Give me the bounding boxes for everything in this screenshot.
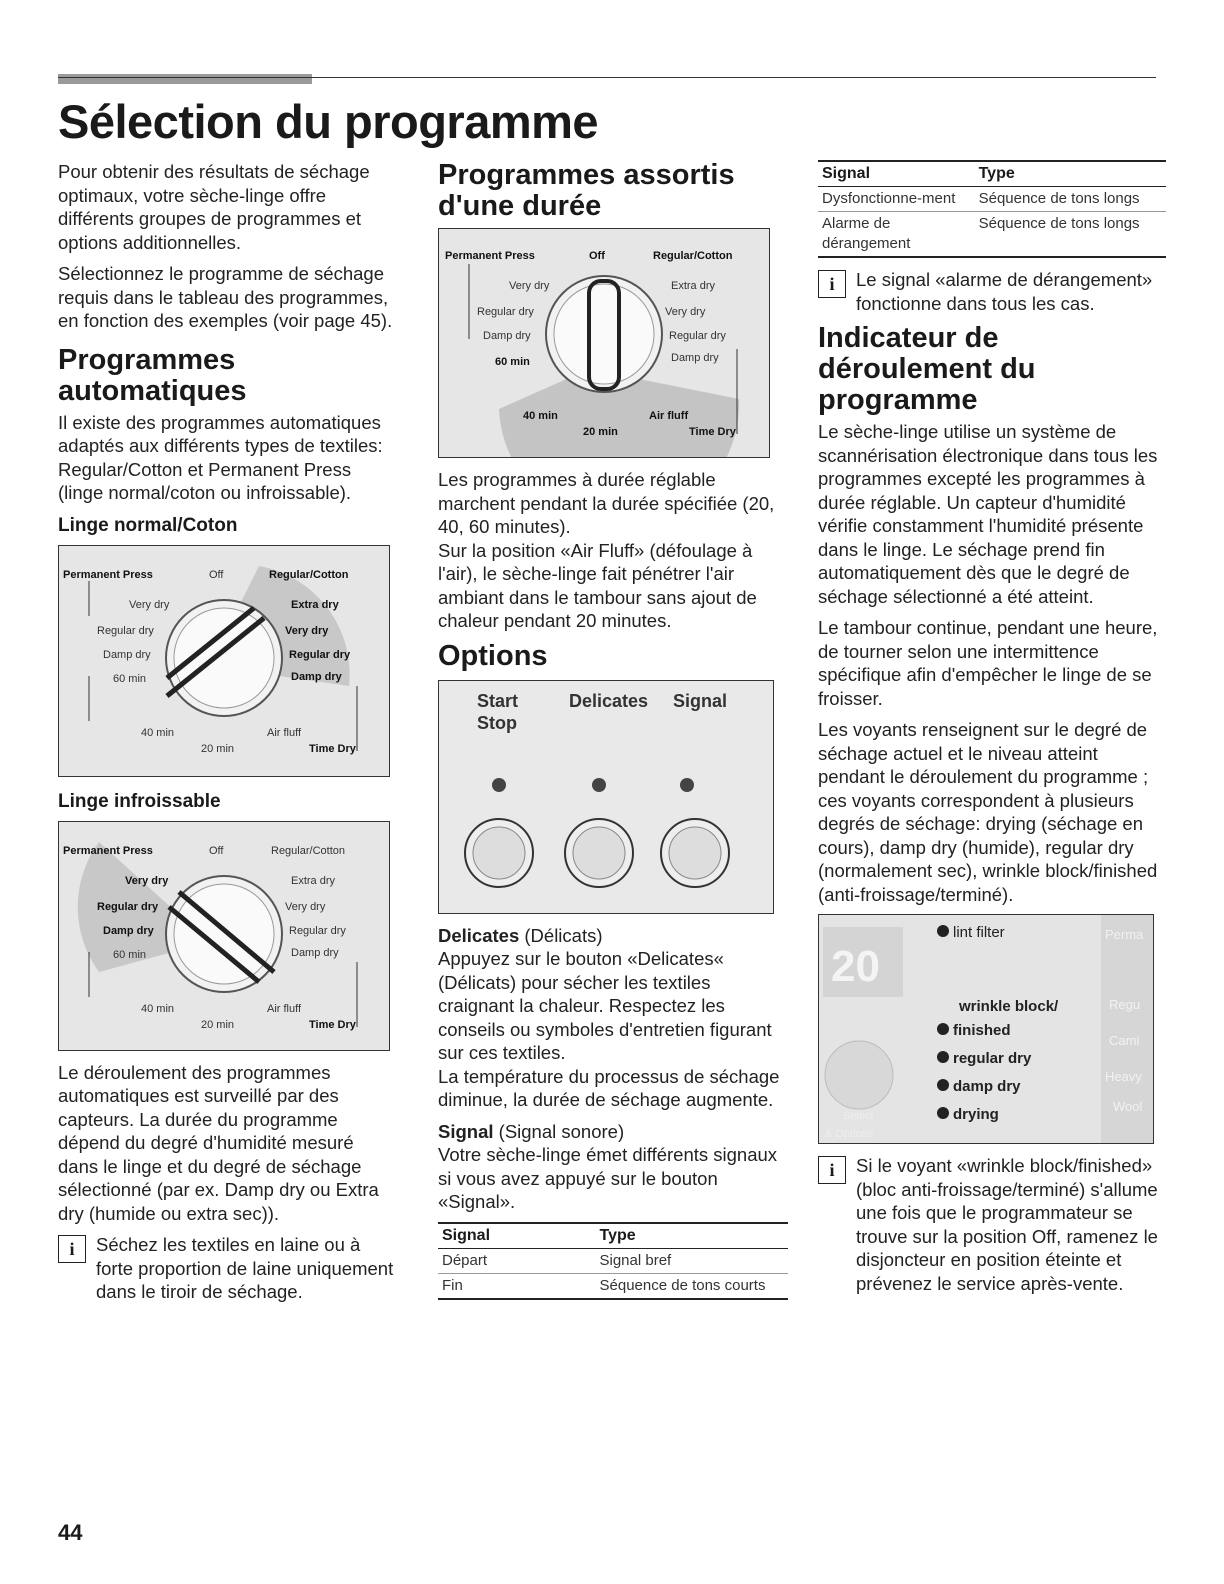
dial3-label-extra-dry: Extra dry (671, 280, 716, 292)
dial3-label-permanent-press: Permanent Press (445, 250, 535, 262)
regular-dry-led (937, 1051, 949, 1063)
options-panel-svg (439, 681, 773, 913)
dial-label-40-min: 40 min (141, 726, 175, 739)
dial-label-regular-dry: Regular dry (97, 624, 154, 637)
dial2-label-40-min: 40 min (141, 1002, 175, 1015)
signal-heading-line (438, 1120, 788, 1144)
intro-paragraph-2: Sélectionnez le programme de séchage requis dans le tableau des programmes, en fonction des exemples (voir page 45). (58, 263, 393, 331)
dial2-label-regular-dry-right: Regular dry (289, 924, 346, 937)
info-icon: i (818, 270, 846, 298)
dial2-label-regular-cotton: Regular/Cotton (271, 844, 345, 857)
finished-led (937, 1023, 949, 1035)
select-label: Select (843, 1110, 874, 1122)
heading-progress-indicator: Indicateur de déroulement du programme (818, 322, 1036, 416)
dial-label-very-dry: Very dry (129, 598, 170, 611)
table-cell: Séquence de tons courts (596, 1273, 789, 1299)
finished-label: finished (953, 1022, 1011, 1039)
info-note-wool-text: Séchez les textiles en laine ou à forte proportion de laine uniquement dans le tiroir de séchage. (96, 1234, 394, 1302)
dial-figure-cotton (58, 545, 390, 777)
delicates-text-2: La température du processus de séchage diminue, la durée de séchage augmente. (438, 1065, 780, 1110)
table-cell: Signal bref (596, 1248, 789, 1273)
dial-label-permanent-press: Permanent Press (63, 568, 153, 581)
table-cell: Séquence de tons longs (975, 187, 1166, 212)
heading-timed-programs: Programmes assortis d'une durée (438, 159, 735, 222)
dial3-label-air-fluff: Air fluff (649, 410, 689, 422)
dial-label-damp-dry-right: Damp dry (291, 670, 342, 683)
dial2-label-permanent-press: Permanent Press (63, 844, 153, 857)
progress-text-3: Les voyants renseignent sur le degré de séchage actuel et le niveau atteint pendant le déroulement du programme ; ces voyants correspondent à plusieurs degrés de séchage: drying (séchage en cours), damp dry (humide), regular dry (normalement sec), wrinkle block/finished (anti-froissage/terminé). (818, 719, 1158, 905)
delicates-text-1: Appuyez sur le bouton «Delicates« (Délicats) pour sécher les textiles craignant la chaleur. Respectez les conseils ou symboles d'entretien figurant sur ces textiles. (438, 948, 772, 1063)
dial-timed-svg (439, 229, 769, 457)
dial-label-extra-dry: Extra dry (291, 598, 339, 611)
dial3-label-regular-cotton: Regular/Cotton (653, 250, 733, 262)
table-row (818, 212, 1166, 258)
dial-label-very-dry-right: Very dry (285, 624, 329, 637)
table-cell: Dysfonctionne-ment (818, 187, 975, 212)
header-rule-bar (58, 74, 312, 84)
info-icon: i (818, 1156, 846, 1184)
info-icon: i (58, 1235, 86, 1263)
lint-filter-led (937, 925, 949, 937)
dial-label-60-min: 60 min (113, 672, 147, 685)
dial-label-air-fluff: Air fluff (267, 726, 302, 739)
select-knob[interactable] (825, 1041, 893, 1109)
signal-term: Signal (438, 1120, 494, 1142)
options-label: & Options (825, 1128, 874, 1140)
info-note-alarm (818, 268, 1166, 315)
indicator-panel-svg (819, 915, 1153, 1143)
header-rule-line (58, 77, 1156, 78)
heading-automatic-programs: Programmes automatiques (58, 343, 247, 407)
dial2-label-20-min: 20 min (201, 1018, 235, 1031)
signal-table-1-header-type: Type (596, 1223, 789, 1249)
wrinkle-block-label: wrinkle block/ (959, 998, 1059, 1015)
dial2-label-extra-dry: Extra dry (291, 874, 336, 887)
timed-programs-text-2: Sur la position «Air Fluff» (défoulage à l'air), le sèche-linge fait pénétrer l'air ambiant dans le tambour sans ajout de chaleur pendant 20 minutes. (438, 539, 757, 631)
dial3-label-40-min: 40 min (523, 410, 558, 422)
damp-dry-label: damp dry (953, 1078, 1021, 1095)
dial3-label-off: Off (589, 250, 605, 262)
page-title: Sélection du programme (58, 95, 599, 148)
dial2-label-off: Off (209, 844, 224, 857)
option-label-signal: Signal (673, 690, 728, 711)
info-note-wrinkle-text: Si le voyant «wrinkle block/finished» (bloc anti-froissage/terminé) s'allume une fois que le programmateur se trouve sur la position Off, ramenez le disjoncteur en position éteinte et prévenez le service après-vente. (856, 1155, 1158, 1294)
options-panel-figure (438, 680, 774, 914)
option-label-stop: Stop (477, 712, 517, 733)
dial-cotton-svg (59, 546, 389, 776)
option-label-delicates: Delicates (569, 690, 649, 711)
dial-label-regular-cotton: Regular/Cotton (269, 568, 349, 581)
table-row (438, 1248, 788, 1273)
option-indicator-start (492, 778, 506, 792)
side-label-1: Perma (1105, 927, 1144, 942)
dial-label-off: Off (209, 568, 224, 581)
dial2-label-time-dry: Time Dry (309, 1018, 356, 1031)
table-cell: Fin (438, 1273, 596, 1299)
signal-table-1 (438, 1222, 788, 1300)
dial-figure-timed (438, 228, 770, 458)
option-indicator-signal (680, 778, 694, 792)
dial3-label-damp-dry-right: Damp dry (671, 352, 719, 364)
dial2-label-damp-dry-right: Damp dry (291, 946, 339, 959)
progress-text-2: Le tambour continue, pendant une heure, de tourner selon une intermittence spécifique afin d'empêcher le linge de se froisser. (818, 617, 1158, 709)
signal-text: Votre sèche-linge émet différents signaux si vous avez appuyé sur le bouton «Signal». (438, 1144, 778, 1212)
dial3-label-60-min: 60 min (495, 356, 530, 368)
dial2-label-air-fluff: Air fluff (267, 1002, 302, 1015)
dial2-label-damp-dry: Damp dry (103, 924, 154, 937)
drying-label: drying (953, 1106, 999, 1123)
dial3-label-time-dry: Time Dry (689, 426, 736, 438)
subheading-permanent-press: Linge infroissable (58, 790, 221, 812)
side-label-3: Cami (1109, 1033, 1140, 1048)
page-number: 44 (58, 1520, 83, 1545)
dial-figure-permanent-press (58, 821, 390, 1051)
delicates-heading-line (438, 924, 788, 948)
dial3-label-20-min: 20 min (583, 426, 618, 438)
dial-label-regular-dry-right: Regular dry (289, 648, 351, 661)
table-cell: Départ (438, 1248, 596, 1273)
dial3-label-damp-dry: Damp dry (483, 330, 531, 342)
delicates-translation: (Délicats) (519, 924, 603, 946)
dial3-label-very-dry-right: Very dry (665, 306, 706, 318)
column-right (818, 160, 1166, 1303)
side-label-5: Wool (1113, 1099, 1143, 1114)
table-row (438, 1273, 788, 1299)
dial-permanent-svg (59, 822, 389, 1050)
drying-led (937, 1107, 949, 1119)
dial2-label-very-dry: Very dry (125, 874, 169, 887)
column-middle (438, 160, 788, 1310)
dial3-label-very-dry: Very dry (509, 280, 550, 292)
dial-label-damp-dry: Damp dry (103, 648, 151, 661)
dial2-label-very-dry-right: Very dry (285, 900, 326, 913)
dial-label-time-dry: Time Dry (309, 742, 356, 755)
info-note-wool (58, 1233, 398, 1304)
option-indicator-delicates (592, 778, 606, 792)
signal-table-2-header-signal: Signal (818, 161, 975, 187)
signal-table-1-header-signal: Signal (438, 1223, 596, 1249)
automatic-programs-text: Il existe des programmes automatiques adaptés aux différents types de textiles: Regular/Cotton et Permanent Press (linge normal/coton ou infroissable). (58, 411, 383, 503)
option-label-start: Start (477, 690, 519, 711)
dial3-label-regular-dry: Regular dry (477, 306, 534, 318)
delicates-term: Delicates (438, 924, 520, 946)
damp-dry-led (937, 1079, 949, 1091)
column-left (58, 160, 398, 1312)
dial3-label-regular-dry-right: Regular dry (669, 330, 726, 342)
table-cell: Alarme de dérangement (818, 212, 975, 258)
automatic-programs-paragraph: Le déroulement des programmes automatiques est surveillé par des capteurs. La durée du programme dépend du degré d'humidité mesuré dans le linge et du degré de séchage sélectionné (par ex. Damp dry ou Extra dry (humide ou extra sec)). (58, 1061, 379, 1224)
intro-paragraph-1: Pour obtenir des résultats de séchage optimaux, votre sèche-linge offre différents groupes de programmes et options additionnelles. (58, 161, 370, 253)
regular-dry-label: regular dry (953, 1050, 1032, 1067)
signal-table-2-header-type: Type (975, 161, 1166, 187)
indicator-panel-figure (818, 914, 1154, 1144)
progress-text-1: Le sèche-linge utilise un système de scannérisation électronique dans tous les programmes excepté les programmes à durée réglable. Un capteur d'humidité vérifie constamment l'humidité présente dans le linge. Le séchage prend fin automatiquement dès que le degré de séchage sélectionné a été atteint. (818, 421, 1158, 607)
heading-options: Options (438, 639, 548, 672)
table-row (818, 187, 1166, 212)
dial-label-20-min: 20 min (201, 742, 235, 755)
info-note-wrinkle (818, 1154, 1166, 1295)
table-cell: Séquence de tons longs (975, 212, 1166, 258)
timed-programs-text-1: Les programmes à durée réglable marchent pendant la durée spécifiée (20, 40, 60 minutes). (438, 469, 775, 537)
dial2-label-regular-dry: Regular dry (97, 900, 159, 913)
indicator-display: 20 (831, 942, 880, 991)
info-note-alarm-text: Le signal «alarme de dérangement» fonctionne dans tous les cas. (856, 269, 1153, 314)
lint-filter-label: lint filter (953, 924, 1005, 941)
side-label-4: Heavy (1105, 1069, 1142, 1084)
signal-translation: (Signal sonore) (493, 1120, 625, 1142)
subheading-normal-cotton: Linge normal/Coton (58, 514, 238, 536)
dial2-label-60-min: 60 min (113, 948, 147, 961)
signal-table-2 (818, 160, 1166, 258)
side-label-2: Regu (1109, 997, 1141, 1012)
